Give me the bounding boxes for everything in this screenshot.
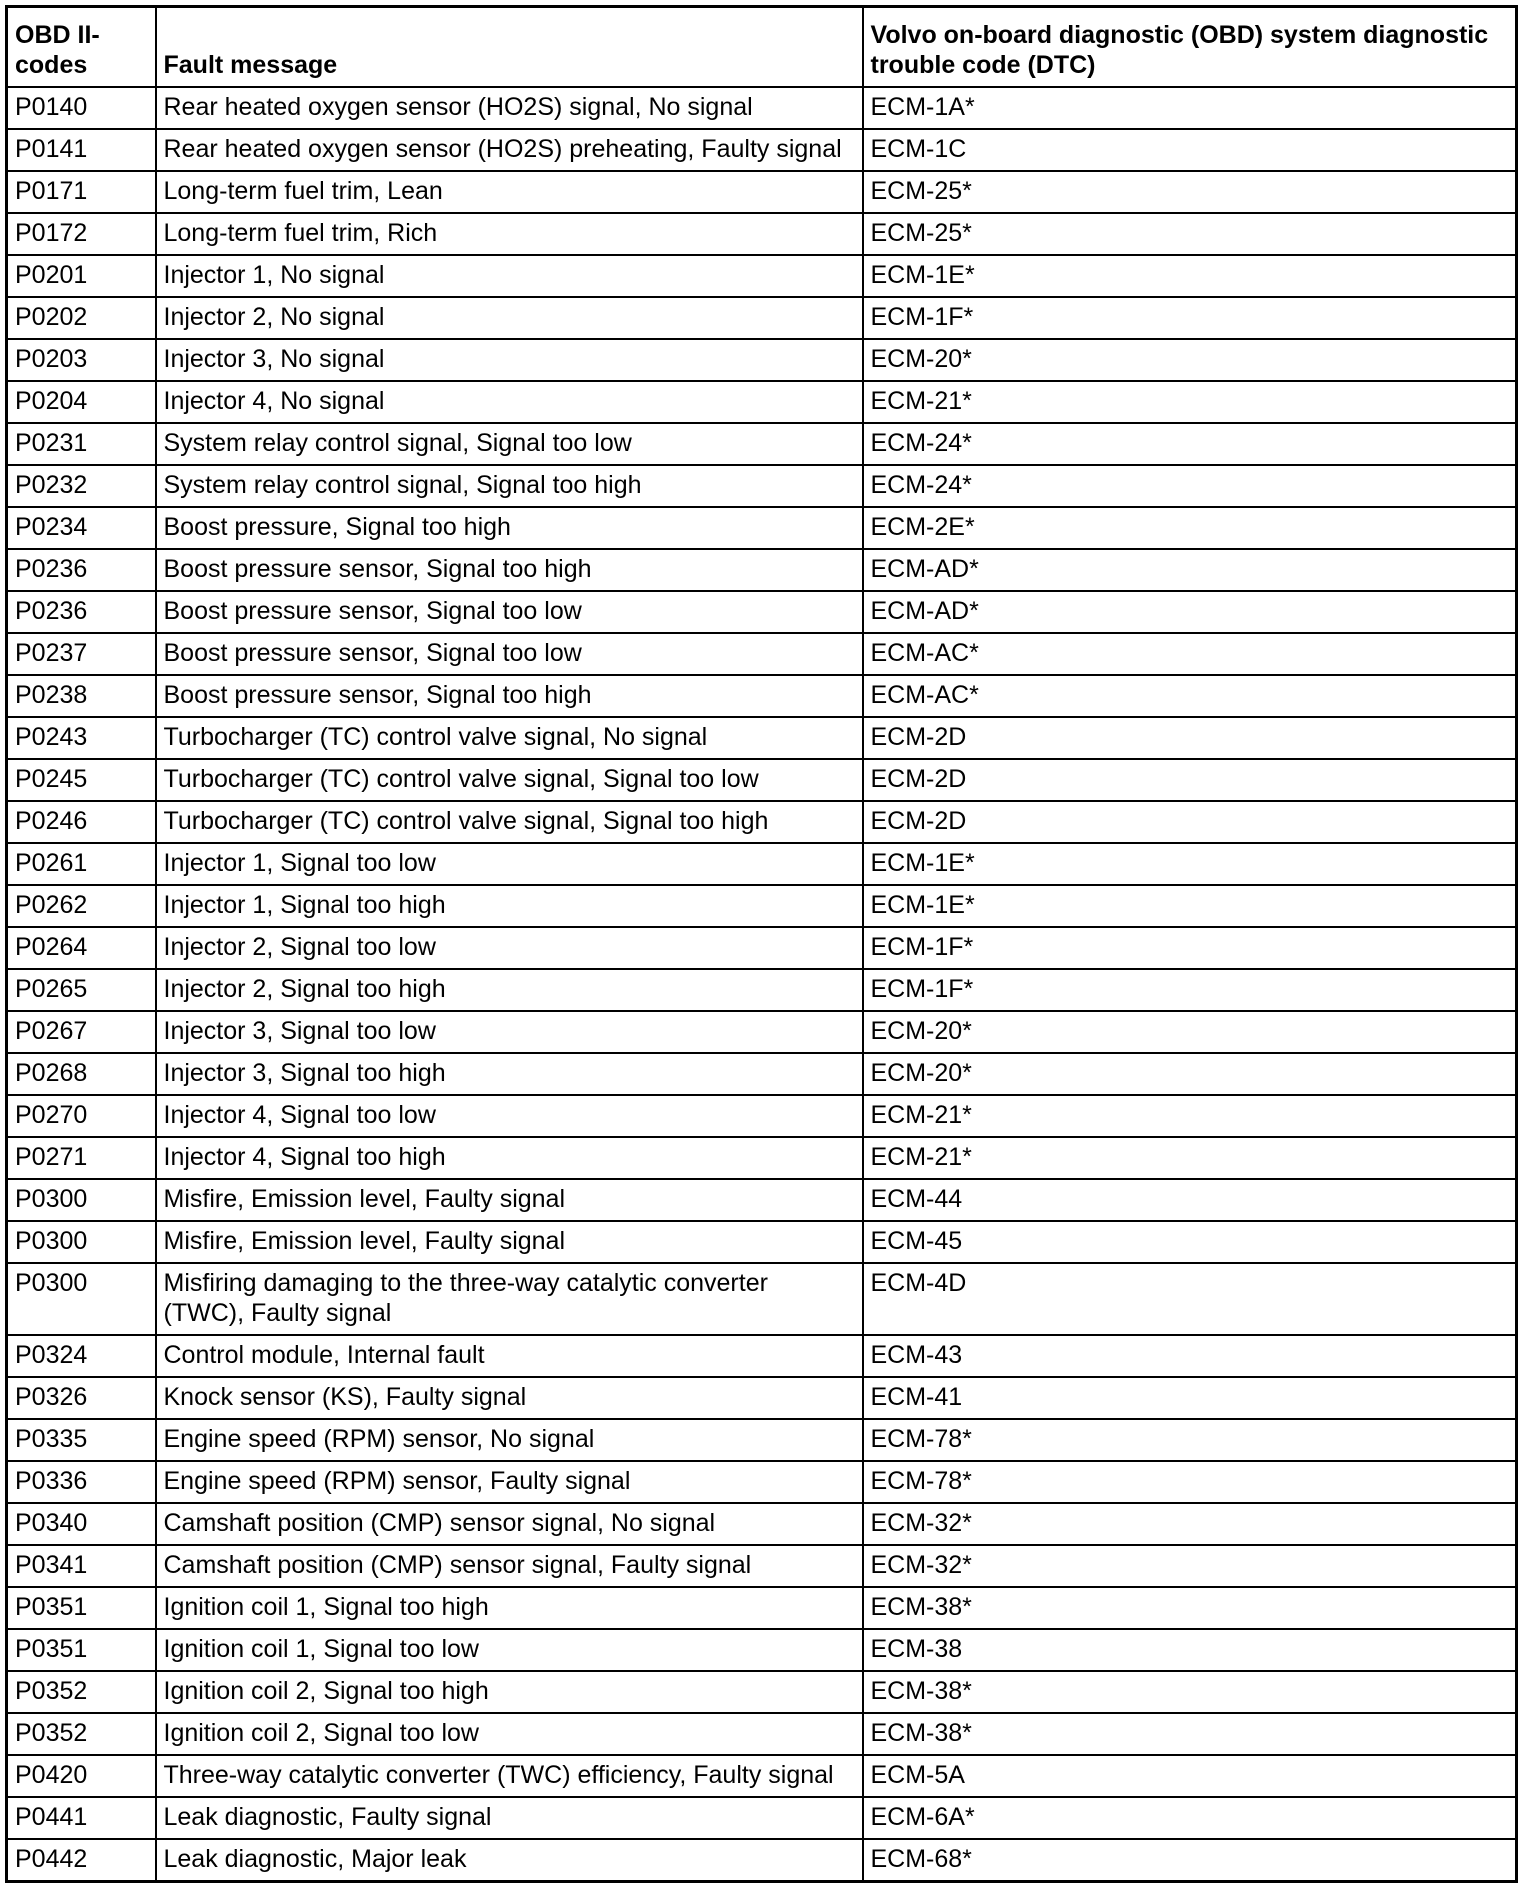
fault-message-cell: Leak diagnostic, Major leak [156,1839,863,1881]
volvo-dtc-cell: ECM-20* [863,1053,1517,1095]
table-row [7,297,1517,339]
table-row [7,507,1517,549]
obd-code-cell: P0172 [7,213,156,255]
volvo-dtc-cell: ECM-38* [863,1587,1517,1629]
fault-message-cell: Boost pressure sensor, Signal too low [156,591,863,633]
table-row [7,1419,1517,1461]
volvo-dtc-cell: ECM-78* [863,1461,1517,1503]
table-row [7,1137,1517,1179]
volvo-dtc-cell: ECM-20* [863,339,1517,381]
fault-message-cell: Misfiring damaging to the three-way catalytic converter (TWC), Faulty signal [156,1263,863,1335]
obd-code-cell: P0204 [7,381,156,423]
table-row [7,1503,1517,1545]
volvo-dtc-cell: ECM-24* [863,465,1517,507]
fault-message-cell: Leak diagnostic, Faulty signal [156,1797,863,1839]
obd-code-cell: P0324 [7,1335,156,1377]
obd-code-cell: P0140 [7,87,156,129]
obd-code-cell: P0262 [7,885,156,927]
obd-code-cell: P0261 [7,843,156,885]
obd-code-cell: P0171 [7,171,156,213]
fault-message-cell: Injector 1, Signal too high [156,885,863,927]
table-row [7,1629,1517,1671]
obd-code-cell: P0246 [7,801,156,843]
table-row [7,171,1517,213]
table-row [7,1545,1517,1587]
fault-message-cell: Injector 1, No signal [156,255,863,297]
volvo-dtc-cell: ECM-2D [863,801,1517,843]
table-row [7,339,1517,381]
fault-message-cell: Misfire, Emission level, Faulty signal [156,1179,863,1221]
fault-message-cell: Injector 3, Signal too high [156,1053,863,1095]
table-row [7,1095,1517,1137]
volvo-dtc-cell: ECM-5A [863,1755,1517,1797]
table-row [7,1335,1517,1377]
fault-message-cell: Turbocharger (TC) control valve signal, Signal too high [156,801,863,843]
obd-code-cell: P0351 [7,1629,156,1671]
fault-message-cell: System relay control signal, Signal too high [156,465,863,507]
fault-message-cell: Injector 3, No signal [156,339,863,381]
volvo-dtc-cell: ECM-4D [863,1263,1517,1335]
fault-message-cell: Injector 4, No signal [156,381,863,423]
table-row [7,129,1517,171]
volvo-dtc-cell: ECM-25* [863,213,1517,255]
fault-message-cell: Engine speed (RPM) sensor, Faulty signal [156,1461,863,1503]
obd-code-cell: P0340 [7,1503,156,1545]
fault-message-cell: Ignition coil 1, Signal too low [156,1629,863,1671]
volvo-dtc-cell: ECM-38* [863,1671,1517,1713]
table-row [7,885,1517,927]
obd-code-cell: P0203 [7,339,156,381]
fault-message-cell: Long-term fuel trim, Lean [156,171,863,213]
obd-code-cell: P0336 [7,1461,156,1503]
table-row [7,1263,1517,1335]
fault-message-cell: Long-term fuel trim, Rich [156,213,863,255]
volvo-dtc-cell: ECM-AC* [863,675,1517,717]
fault-message-cell: Injector 2, No signal [156,297,863,339]
volvo-dtc-cell: ECM-38 [863,1629,1517,1671]
volvo-dtc-cell: ECM-68* [863,1839,1517,1881]
table-row [7,675,1517,717]
header-volvo-dtc: Volvo on-board diagnostic (OBD) system diagnostic trouble code (DTC) [863,7,1517,88]
obd-code-cell: P0270 [7,1095,156,1137]
volvo-dtc-cell: ECM-6A* [863,1797,1517,1839]
volvo-dtc-cell: ECM-1C [863,129,1517,171]
fault-message-cell: Injector 2, Signal too high [156,969,863,1011]
volvo-dtc-cell: ECM-32* [863,1503,1517,1545]
table-row [7,1713,1517,1755]
header-obd-codes: OBD II-codes [7,7,156,88]
fault-message-cell: Three-way catalytic converter (TWC) efficiency, Faulty signal [156,1755,863,1797]
fault-message-cell: Injector 2, Signal too low [156,927,863,969]
volvo-dtc-cell: ECM-78* [863,1419,1517,1461]
volvo-dtc-cell: ECM-21* [863,1095,1517,1137]
volvo-dtc-cell: ECM-43 [863,1335,1517,1377]
table-row [7,717,1517,759]
volvo-dtc-cell: ECM-2E* [863,507,1517,549]
obd-code-cell: P0326 [7,1377,156,1419]
obd-code-cell: P0236 [7,591,156,633]
table-row [7,1011,1517,1053]
fault-message-cell: Turbocharger (TC) control valve signal, No signal [156,717,863,759]
table-row [7,1755,1517,1797]
fault-message-cell: Boost pressure, Signal too high [156,507,863,549]
fault-message-cell: Boost pressure sensor, Signal too low [156,633,863,675]
fault-message-cell: Rear heated oxygen sensor (HO2S) signal, No signal [156,87,863,129]
fault-message-cell: Ignition coil 2, Signal too high [156,1671,863,1713]
table-body [7,87,1517,1881]
table-row [7,969,1517,1011]
table-row [7,87,1517,129]
volvo-dtc-cell: ECM-AD* [863,591,1517,633]
fault-message-cell: Boost pressure sensor, Signal too high [156,549,863,591]
table-row [7,1461,1517,1503]
obd-code-cell: P0271 [7,1137,156,1179]
header-row [7,7,1517,88]
fault-message-cell: Camshaft position (CMP) sensor signal, Faulty signal [156,1545,863,1587]
obd-code-cell: P0234 [7,507,156,549]
table-row [7,549,1517,591]
table-row [7,591,1517,633]
header-fault-message: Fault message [156,7,863,88]
volvo-dtc-cell: ECM-20* [863,1011,1517,1053]
volvo-dtc-cell: ECM-21* [863,1137,1517,1179]
fault-message-cell: System relay control signal, Signal too low [156,423,863,465]
table-row [7,801,1517,843]
obd-code-cell: P0300 [7,1263,156,1335]
document-page [5,5,1515,1883]
volvo-dtc-cell: ECM-2D [863,717,1517,759]
obd-code-table [5,5,1518,1883]
table-row [7,1671,1517,1713]
obd-code-cell: P0236 [7,549,156,591]
volvo-dtc-cell: ECM-45 [863,1221,1517,1263]
fault-message-cell: Ignition coil 2, Signal too low [156,1713,863,1755]
table-row [7,1839,1517,1881]
obd-code-cell: P0245 [7,759,156,801]
fault-message-cell: Injector 4, Signal too low [156,1095,863,1137]
table-row [7,759,1517,801]
volvo-dtc-cell: ECM-1F* [863,969,1517,1011]
obd-code-cell: P0352 [7,1713,156,1755]
volvo-dtc-cell: ECM-1F* [863,297,1517,339]
fault-message-cell: Boost pressure sensor, Signal too high [156,675,863,717]
table-row [7,843,1517,885]
fault-message-cell: Injector 1, Signal too low [156,843,863,885]
table-header [7,7,1517,88]
table-row [7,213,1517,255]
fault-message-cell: Injector 3, Signal too low [156,1011,863,1053]
volvo-dtc-cell: ECM-1A* [863,87,1517,129]
volvo-dtc-cell: ECM-24* [863,423,1517,465]
obd-code-cell: P0264 [7,927,156,969]
fault-message-cell: Control module, Internal fault [156,1335,863,1377]
volvo-dtc-cell: ECM-1E* [863,255,1517,297]
volvo-dtc-cell: ECM-1F* [863,927,1517,969]
volvo-dtc-cell: ECM-25* [863,171,1517,213]
volvo-dtc-cell: ECM-2D [863,759,1517,801]
fault-message-cell: Misfire, Emission level, Faulty signal [156,1221,863,1263]
table-row [7,255,1517,297]
table-row [7,1179,1517,1221]
obd-code-cell: P0202 [7,297,156,339]
volvo-dtc-cell: ECM-38* [863,1713,1517,1755]
obd-code-cell: P0268 [7,1053,156,1095]
obd-code-cell: P0237 [7,633,156,675]
fault-message-cell: Engine speed (RPM) sensor, No signal [156,1419,863,1461]
obd-code-cell: P0300 [7,1179,156,1221]
obd-code-cell: P0300 [7,1221,156,1263]
obd-code-cell: P0265 [7,969,156,1011]
obd-code-cell: P0141 [7,129,156,171]
fault-message-cell: Rear heated oxygen sensor (HO2S) preheating, Faulty signal [156,129,863,171]
table-row [7,1377,1517,1419]
volvo-dtc-cell: ECM-1E* [863,843,1517,885]
volvo-dtc-cell: ECM-32* [863,1545,1517,1587]
obd-code-cell: P0441 [7,1797,156,1839]
volvo-dtc-cell: ECM-AC* [863,633,1517,675]
volvo-dtc-cell: ECM-1E* [863,885,1517,927]
fault-message-cell: Injector 4, Signal too high [156,1137,863,1179]
fault-message-cell: Knock sensor (KS), Faulty signal [156,1377,863,1419]
fault-message-cell: Turbocharger (TC) control valve signal, Signal too low [156,759,863,801]
table-row [7,1587,1517,1629]
table-row [7,633,1517,675]
table-row [7,381,1517,423]
volvo-dtc-cell: ECM-44 [863,1179,1517,1221]
table-row [7,1797,1517,1839]
obd-code-cell: P0420 [7,1755,156,1797]
obd-code-cell: P0335 [7,1419,156,1461]
table-row [7,1053,1517,1095]
volvo-dtc-cell: ECM-AD* [863,549,1517,591]
table-row [7,465,1517,507]
table-row [7,1221,1517,1263]
obd-code-cell: P0442 [7,1839,156,1881]
obd-code-cell: P0351 [7,1587,156,1629]
obd-code-cell: P0231 [7,423,156,465]
volvo-dtc-cell: ECM-41 [863,1377,1517,1419]
fault-message-cell: Ignition coil 1, Signal too high [156,1587,863,1629]
obd-code-cell: P0352 [7,1671,156,1713]
table-row [7,423,1517,465]
fault-message-cell: Camshaft position (CMP) sensor signal, No signal [156,1503,863,1545]
obd-code-cell: P0232 [7,465,156,507]
table-row [7,927,1517,969]
volvo-dtc-cell: ECM-21* [863,381,1517,423]
obd-code-cell: P0238 [7,675,156,717]
obd-code-cell: P0201 [7,255,156,297]
obd-code-cell: P0243 [7,717,156,759]
obd-code-cell: P0341 [7,1545,156,1587]
obd-code-cell: P0267 [7,1011,156,1053]
